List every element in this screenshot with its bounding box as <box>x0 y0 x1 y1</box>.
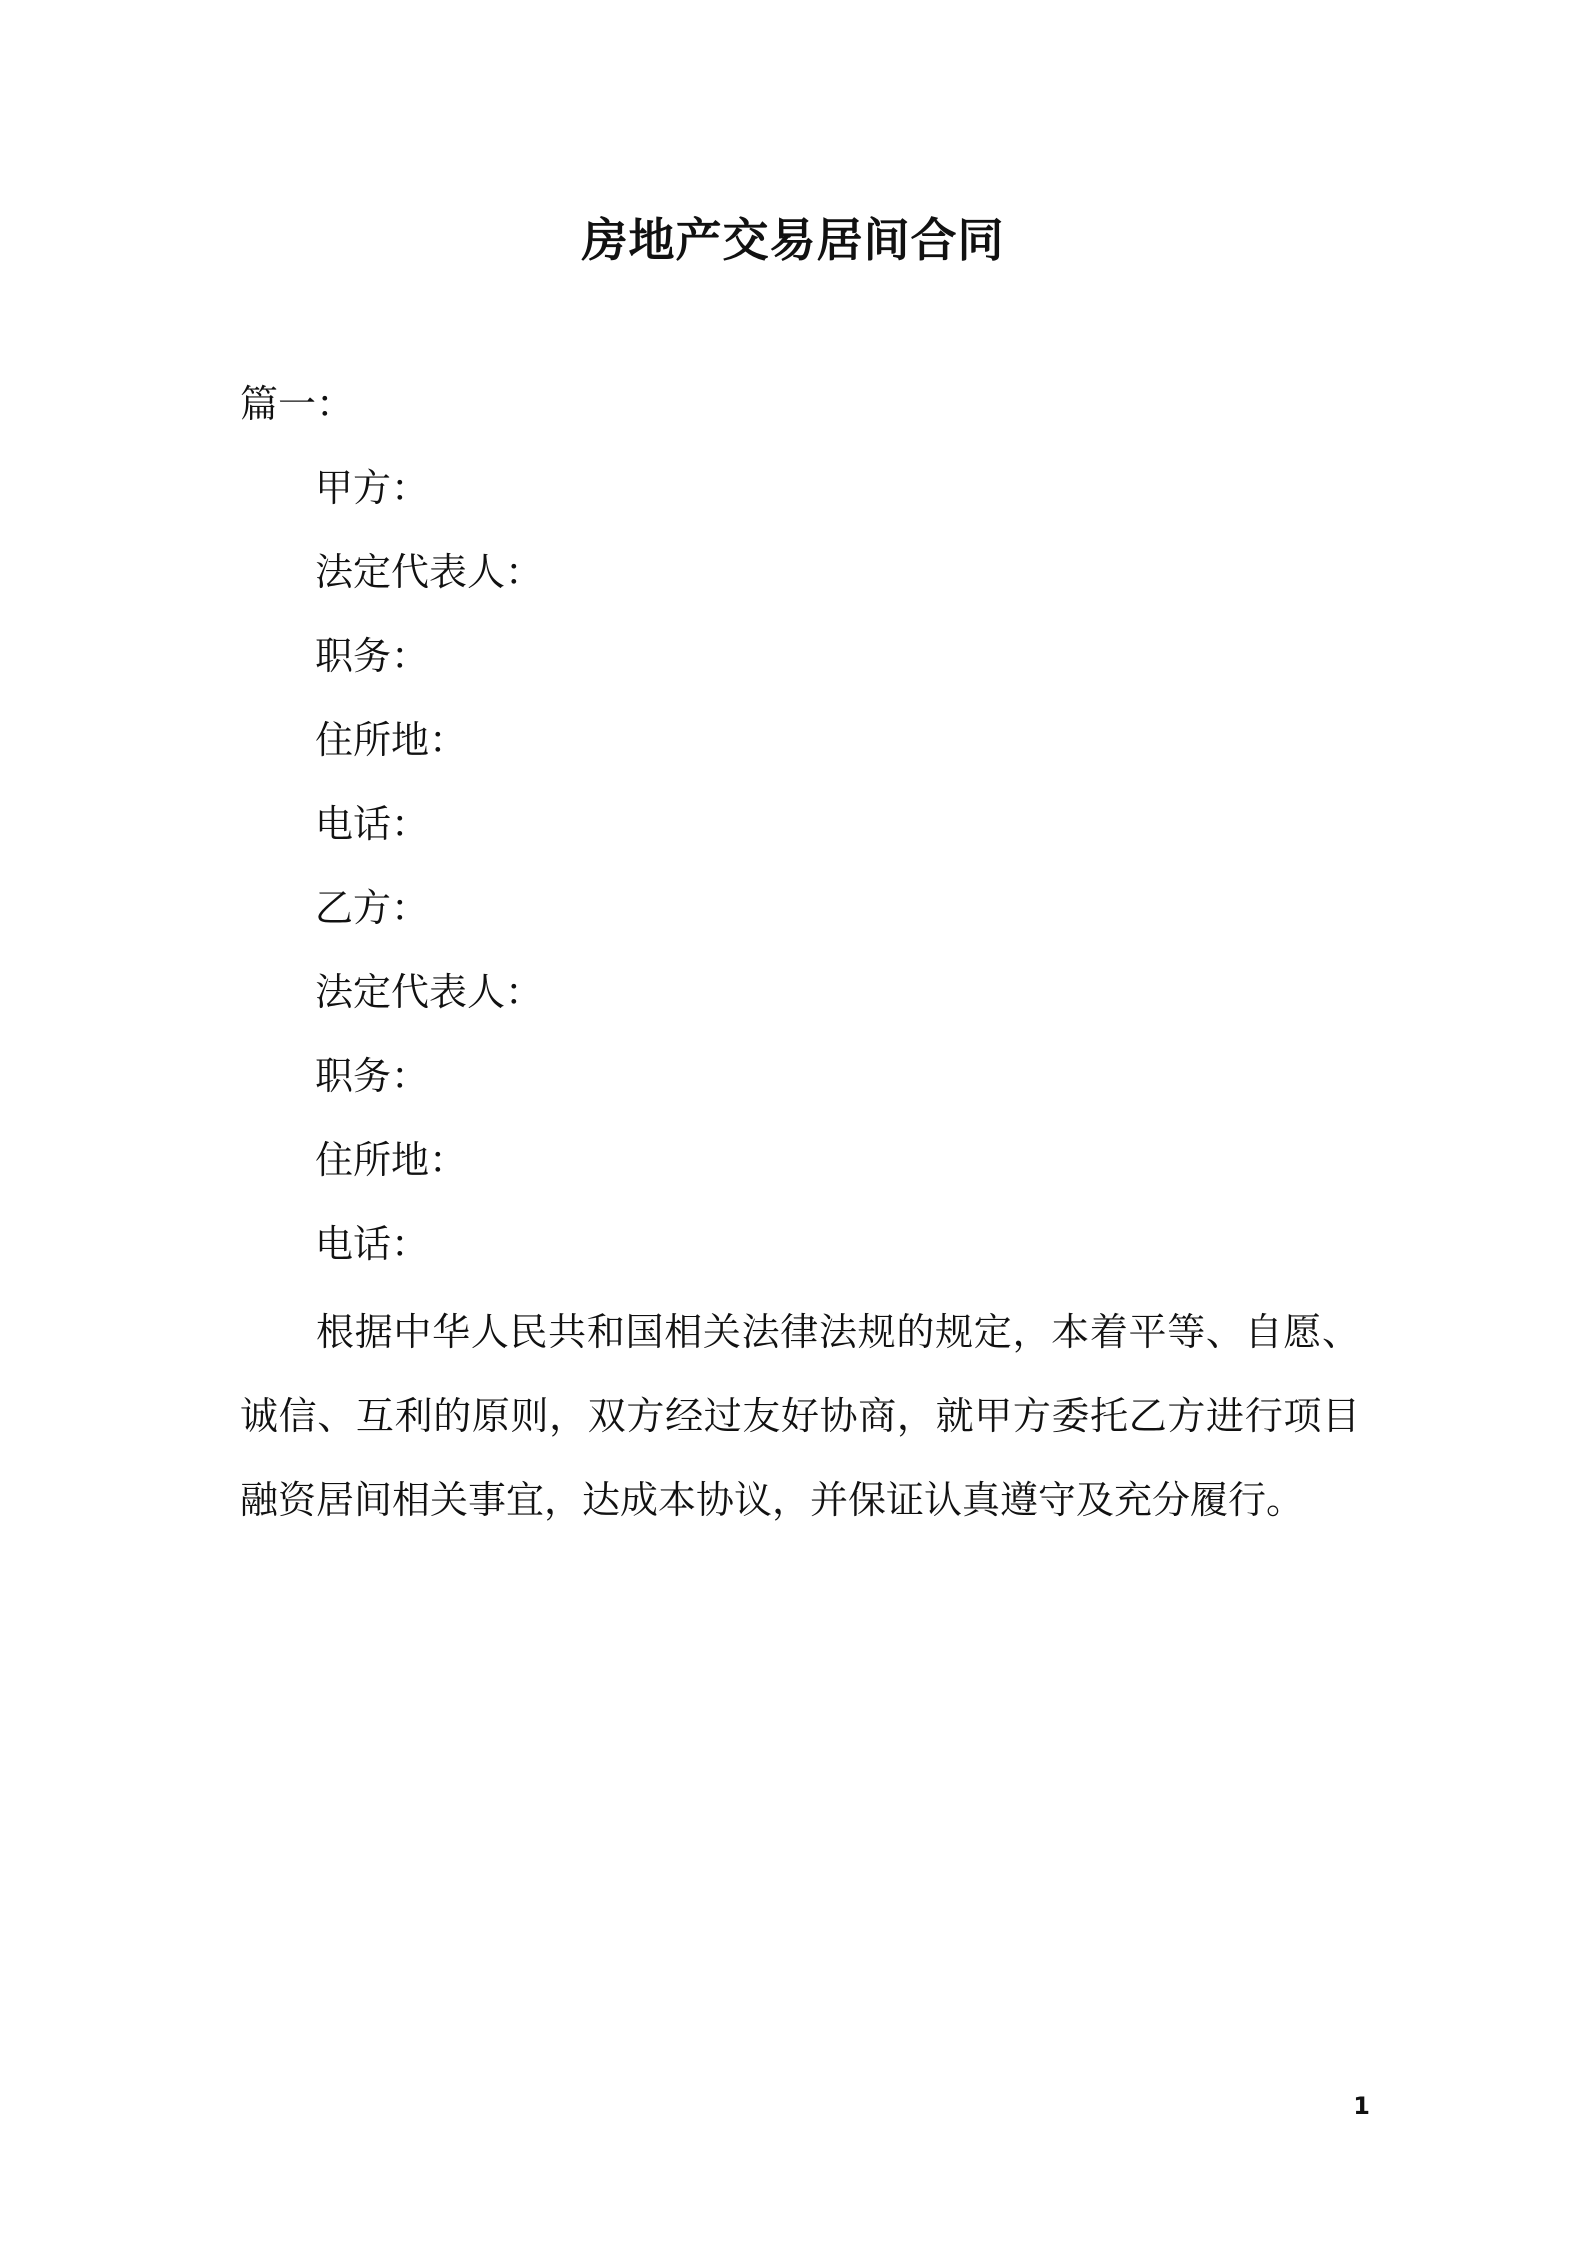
field-party-a-position: 职务： <box>315 634 430 678</box>
field-party-a-phone: 电话： <box>315 802 430 846</box>
field-party-b: 乙方： <box>315 886 430 930</box>
field-party-b-phone: 电话： <box>315 1222 430 1266</box>
field-party-b-legal-representative: 法定代表人： <box>315 970 544 1014</box>
agreement-paragraph: 根据中华人民共和国相关法律法规的规定，本着平等、自愿、诚信、互利的原则，双方经过友好协商，就甲方委托乙方进行项目融资居间相关事宜，达成本协议，并保证认真遵守及充分履行。 <box>240 1310 1360 1522</box>
party-fields-list <box>315 456 543 1296</box>
document-title: 房地产交易居间合同 <box>581 213 1005 267</box>
field-party-a-legal-representative: 法定代表人： <box>315 550 544 594</box>
field-party-a-address: 住所地： <box>315 718 468 762</box>
field-party-a: 甲方： <box>315 466 430 510</box>
field-party-b-position: 职务： <box>315 1054 430 1098</box>
section-label: 篇一： <box>240 382 355 426</box>
field-party-b-address: 住所地： <box>315 1138 468 1182</box>
page-number: 1 <box>1353 2092 1370 2120</box>
